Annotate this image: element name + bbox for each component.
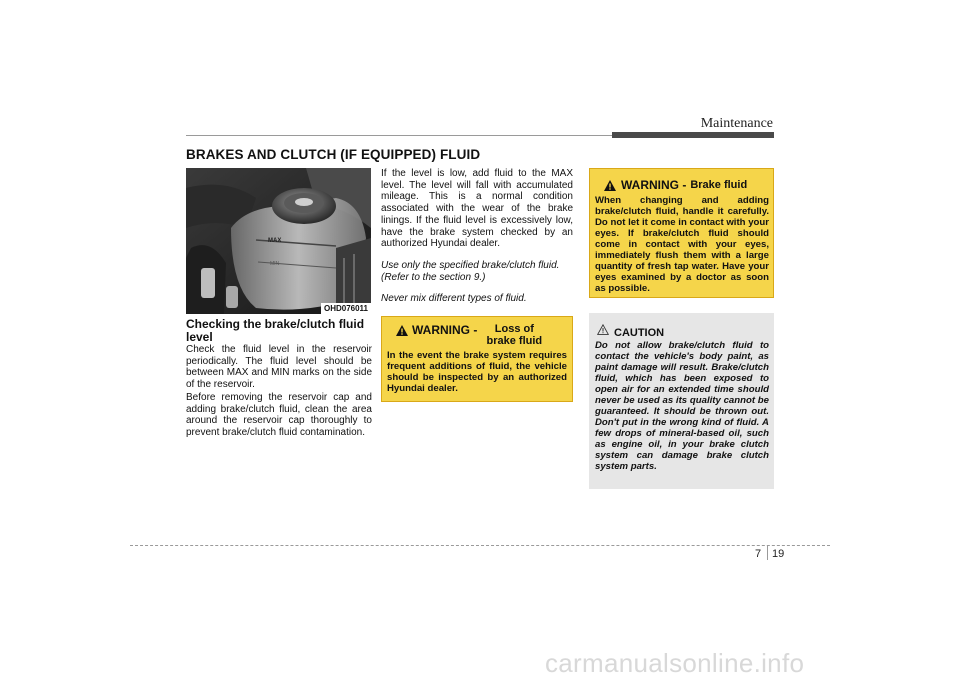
reservoir-illustration (186, 168, 371, 314)
reservoir-photo (186, 168, 371, 314)
fill-paragraph: If the level is low, add fluid to the MAX level. The level will fall with accumulated mileage. This is a normal condition associated with the wear of the brake linings. If the fluid level is excessively low, have the brake system checked by an authorized Hyundai dealer. (381, 168, 573, 250)
mix-fluid-note: Never mix different types of fluid. (381, 293, 527, 305)
section-title: BRAKES AND CLUTCH (IF EQUIPPED) FLUID (186, 147, 481, 162)
warning-brake-fluid (589, 168, 774, 298)
warning-topic: Brake fluid (690, 179, 748, 191)
header-title: Maintenance (700, 116, 773, 131)
checking-paragraph-1: Check the fluid level in the reservoir periodically. The fluid level should be between MAX and MIN marks on the side of the reservoir. (186, 344, 372, 391)
checking-paragraph-2: Before removing the reservoir cap and adding brake/clutch fluid, clean the area around the reservoir cap thoroughly to prevent brake/clutch fluid contamination. (186, 391, 372, 438)
warning-topic: Loss of brake fluid (486, 323, 543, 347)
warning-triangle-icon (604, 180, 616, 191)
warning-triangle-icon (396, 325, 408, 336)
header-rule (186, 135, 612, 136)
caution-body: Do not allow brake/clutch fluid to contact the vehicle's body paint, as paint damage will result. Brake/clutch fluid, which has been exposed to open air for an extended time should never be used as its quality cannot be guaranteed. It should be thrown out. Don't put in the wrong kind of fluid. A few drops of mineral-based oil, such as engine oil, in your brake clutch system can damage brake clutch system parts. (595, 340, 769, 472)
specified-fluid-note: Use only the specified brake/clutch fluid. (Refer to the section 9.) (381, 259, 560, 283)
warning-word: WARNING - (621, 178, 687, 192)
caution-title: CAUTION (614, 327, 665, 339)
chapter-number: 7 (755, 548, 762, 560)
warning-header (590, 169, 773, 192)
warning-word: WARNING - (412, 323, 478, 337)
figure-code: OHD076011 (321, 303, 371, 314)
header-rule-accent (612, 132, 774, 138)
checking-section (186, 318, 372, 440)
page-number-divider (767, 546, 768, 560)
checking-subheading: Checking the brake/clutch fluid level (186, 317, 365, 344)
footer-rule (130, 545, 830, 546)
caution-box (589, 313, 774, 489)
watermark: carmanualsonline.info (545, 648, 805, 678)
caution-triangle-icon (597, 324, 609, 335)
warning-header (382, 317, 572, 347)
caution-header (589, 313, 774, 339)
warning-body: In the event the brake system requires frequent additions of fluid, the vehicle should be inspected by an authorized Hyundai dealer. (387, 350, 567, 394)
warning-body: When changing and adding brake/clutch fluid, handle it carefully. Do not let it come in contact with your eyes. If brake/clutch fluid should come in contact with your eyes, immediately flush them with a large quantity of fresh tap water. Have your eyes examined by a doctor as soon as possible. (595, 195, 769, 294)
fill-instructions (381, 168, 573, 315)
min-mark-label: MIN (270, 261, 280, 267)
warning-loss-of-brake-fluid (381, 316, 573, 402)
page-number: 19 (772, 548, 785, 560)
max-mark-label: MAX (268, 238, 282, 244)
